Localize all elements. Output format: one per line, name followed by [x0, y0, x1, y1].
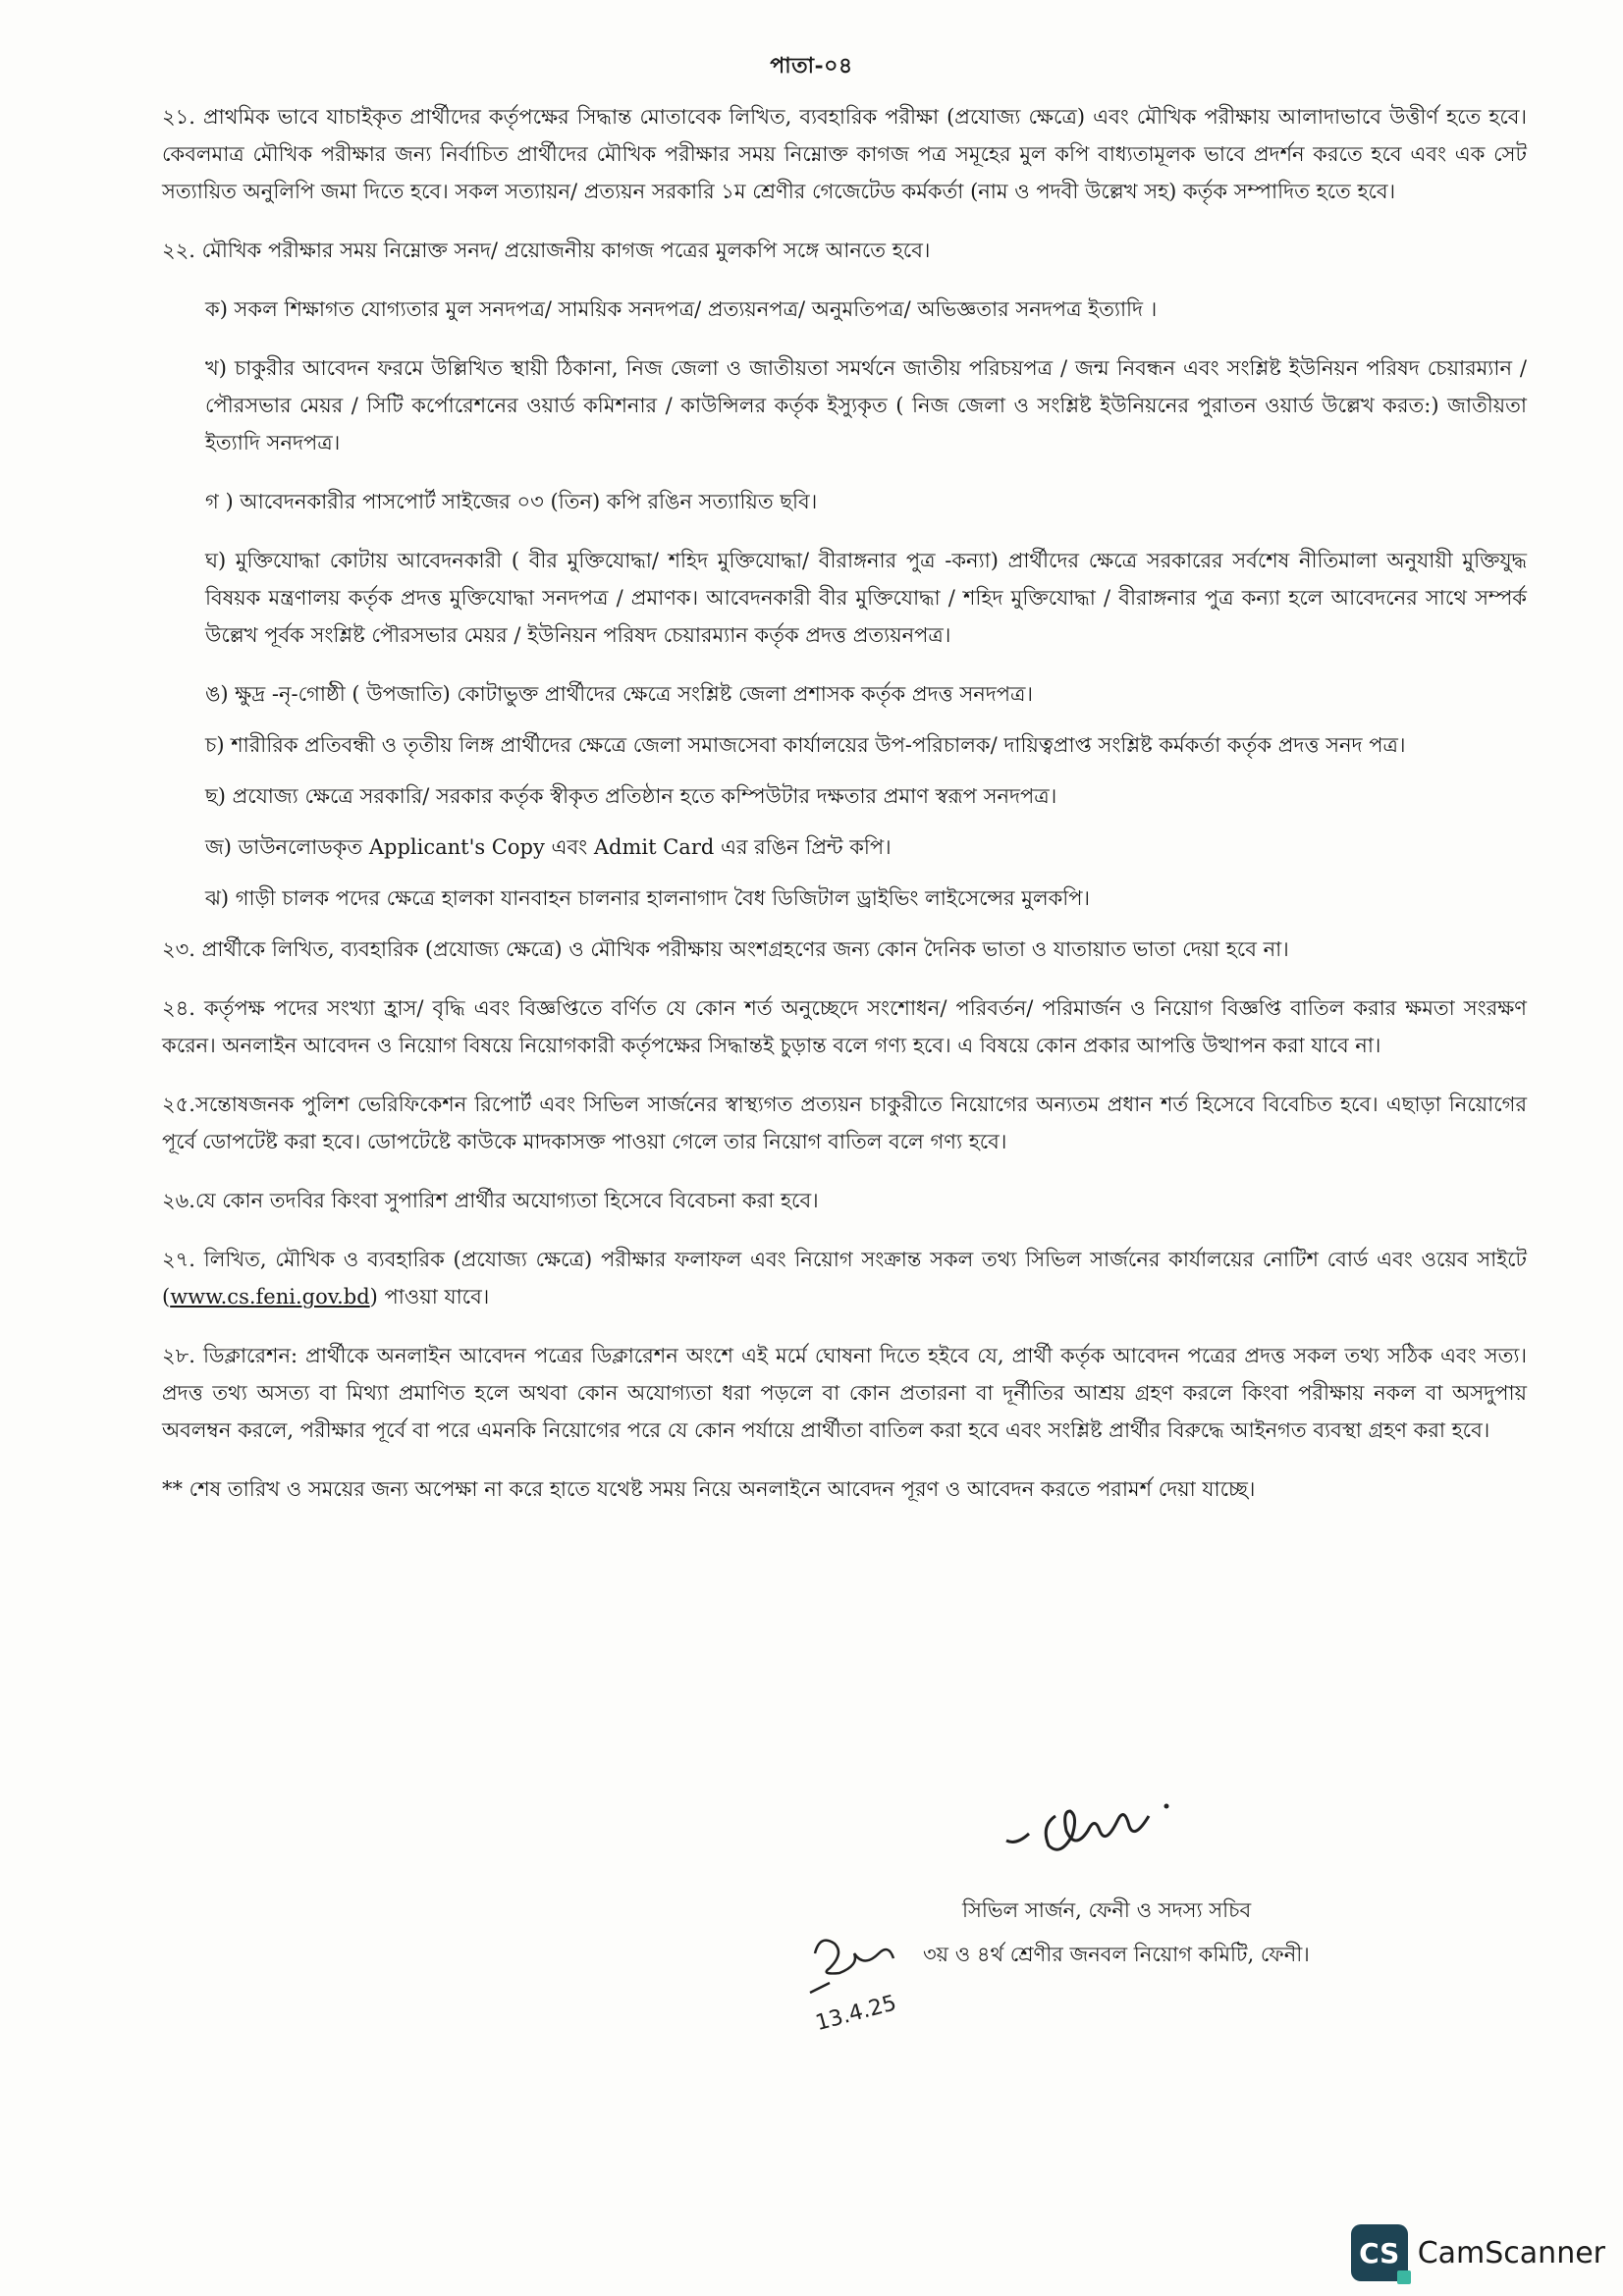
- signer-title: সিভিল সার্জন, ফেনী ও সদস্য সচিব: [962, 1898, 1252, 1922]
- advisory-note: ** শেষ তারিখ ও সময়ের জন্য অপেক্ষা না করে হাতে যথেষ্ট সময় নিয়ে অনলাইনে আবেদন পূরণ ও আবেদন করতে পরামর্শ দেয়া যাচ্ছে।: [162, 1477, 1256, 1501]
- clause-22-item-chha: ছ) প্রযোজ্য ক্ষেত্রে সরকারি/ সরকার কর্তৃক স্বীকৃত প্রতিষ্ঠান হতে কম্পিউটার দক্ষতার প্রমাণ স্বরূপ সনদপত্র।: [205, 784, 1057, 808]
- initial-date: 13.4.25: [813, 1991, 899, 2037]
- clause-22-item-gha: ঘ) মুক্তিযোদ্ধা কোটায় আবেদনকারী ( বীর মুক্তিযোদ্ধা/ শহিদ মুক্তিযোদ্ধা/ বীরাঙ্গনার পুত্র -কন্যা) প্রার্থীদের ক্ষেত্রে সরকারের সর্বশেষ নীতিমালা অনুযায়ী মুক্তিযুদ্ধ বিষয়ক মন্ত্রণালয় কর্তৃক প্রদত্ত মুক্তিযোদ্ধা সনদপত্র / প্রমাণক। আবেদনকারী বীর মুক্তিযোদ্ধা / শহিদ মুক্তিযোদ্ধা / বীরাঙ্গনার পুত্র কন্যা হলে আবেদনের সাথে সম্পর্ক উল্লেখ পূর্বক সংশ্লিষ্ট পৌরসভার মেয়র / ইউনিয়ন পরিষদ চেয়ারম্যান কর্তৃক প্রদত্ত প্রত্যয়নপত্র।: [205, 549, 1527, 647]
- clause-22-item-uma: ঙ) ক্ষুদ্র -নৃ-গোষ্ঠী ( উপজাতি) কোটাভুক্ত প্রার্থীদের ক্ষেত্রে সংশ্লিষ্ট জেলা প্রশাসক কর্তৃক প্রদত্ত সনদপত্র।: [205, 682, 1033, 706]
- clause-22-item-cha: চ) শারীরিক প্রতিবন্ধী ও তৃতীয় লিঙ্গ প্রার্থীদের ক্ষেত্রে জেলা সমাজসেবা কার্যালয়ের উপ-পরিচালক/ দায়িত্বপ্রাপ্ত সংশ্লিষ্ট কর্মকর্তা কর্তৃক প্রদত্ত সনদ পত্র।: [205, 733, 1406, 757]
- clause-24: ২৪. কর্তৃপক্ষ পদের সংখ্যা হ্রাস/ বৃদ্ধি এবং বিজ্ঞপ্তিতে বর্ণিত যে কোন শর্ত অনুচ্ছেদে সংশোধন/ পরিবর্তন/ পরিমার্জন ও নিয়োগ বিজ্ঞপ্তি বাতিল করার ক্ষমতা সংরক্ষণ করেন। অনলাইন আবেদন ও নিয়োগ বিষয়ে নিয়োগকারী কর্তৃপক্ষের সিদ্ধান্তই চুড়ান্ত বলে গণ্য হবে। এ বিষয়ে কোন প্রকার আপত্তি উত্থাপন করা যাবে না।: [162, 996, 1527, 1057]
- committee-name: ৩য় ও ৪র্থ শ্রেণীর জনবল নিয়োগ কমিটি, ফেনী।: [923, 1943, 1310, 1966]
- clause-22-item-ja: জ) ডাউনলোডকৃত Applicant's Copy এবং Admit Card এর রঙিন প্রিন্ট কপি।: [205, 835, 892, 859]
- clause-22: ২২. মৌখিক পরীক্ষার সময় নিম্নোক্ত সনদ/ প্রয়োজনীয় কাগজ পত্রের মুলকপি সঙ্গে আনতে হবে।: [162, 239, 931, 262]
- clause-27-text: ২৭. লিখিত, মৌখিক ও ব্যবহারিক (প্রযোজ্য ক্ষেত্রে) পরীক্ষার ফলাফল এবং নিয়োগ সংক্রান্ত সকল তথ্য সিভিল সার্জনের কার্যালয়ের নোটিশ বোর্ড এবং ওয়েব সাইটে (: [162, 1248, 1527, 1308]
- clause-21: ২১. প্রাথমিক ভাবে যাচাইকৃত প্রার্থীদের কর্তৃপক্ষের সিদ্ধান্ত মোতাবেক লিখিত, ব্যবহারিক পরীক্ষা (প্রযোজ্য ক্ষেত্রে) এবং মৌখিক পরীক্ষায় আলাদাভাবে উত্তীর্ণ হতে হবে। কেবলমাত্র মৌখিক পরীক্ষার জন্য নির্বাচিত প্রার্থীদের মৌখিক পরীক্ষার সময় নিম্নোক্ত কাগজ পত্র সমূহের মুল কপি বাধ্যতামূলক ভাবে প্রদর্শন করতে হবে এবং এক সেট সত্যায়িত অনুলিপি জমা দিতে হবে। সকল সত্যায়ন/ প্রত্যয়ন সরকারি ১ম শ্রেণীর গেজেটেড কর্মকর্তা (নাম ও পদবী উল্লেখ সহ) কর্তৃক সম্পাদিত হতে হবে।: [162, 105, 1527, 203]
- clause-27: [162, 1241, 1527, 1315]
- clause-22-item-kha: খ) চাকুরীর আবেদন ফরমে উল্লিখিত স্থায়ী ঠিকানা, নিজ জেলা ও জাতীয়তা সমর্থনে জাতীয় পরিচয়পত্র / জন্ম নিবন্ধন এবং সংশ্লিষ্ট ইউনিয়ন পরিষদ চেয়ারম্যান / পৌরসভার মেয়র / সিটি কর্পোরেশনের ওয়ার্ড কমিশনার / কাউন্সিলর কর্তৃক ইস্যুকৃত ( নিজ জেলা ও সংশ্লিষ্ট ইউনিয়নের পুরাতন ওয়ার্ড উল্লেখ করত:) জাতীয়তা ইত্যাদি সনদপত্র।: [205, 356, 1527, 454]
- website-link[interactable]: www.cs.feni.gov.bd: [170, 1285, 370, 1308]
- clause-28: ২৮. ডিক্লারেশন: প্রার্থীকে অনলাইন আবেদন পত্রের ডিক্লারেশন অংশে এই মর্মে ঘোষনা দিতে হইবে যে, প্রার্থী কর্তৃক আবেদন পত্রের প্রদত্ত সকল তথ্য সঠিক এবং সত্য। প্রদত্ত তথ্য অসত্য বা মিথ্যা প্রমাণিত হলে অথবা কোন অযোগ্যতা ধরা পড়লে বা কোন প্রতারনা বা দূর্নীতির আশ্রয় গ্রহণ করলে কিংবা পরীক্ষায় নকল বা অসদুপায় অবলম্বন করলে, পরীক্ষার পূর্বে বা পরে এমনকি নিয়োগের পরে যে কোন পর্যায়ে প্রার্থীতা বাতিল করা হবে এবং সংশ্লিষ্ট প্রার্থীর বিরুদ্ধে আইনগত ব্যবস্থা গ্রহণ করা হবে।: [162, 1344, 1527, 1442]
- page-number: পাতা-০৪: [770, 53, 853, 79]
- clause-22-item-ga: গ ) আবেদনকারীর পাসপোর্ট সাইজের ০৩ (তিন) কপি রঙিন সত্যায়িত ছবি।: [205, 490, 818, 513]
- clause-26: ২৬.যে কোন তদবির কিংবা সুপারিশ প্রার্থীর অযোগ্যতা হিসেবে বিবেচনা করা হবে।: [162, 1189, 819, 1212]
- clause-25: ২৫.সন্তোষজনক পুলিশ ভেরিফিকেশন রিপোর্ট এবং সিভিল সার্জনের স্বাস্থ্যগত প্রত্যয়ন চাকুরীতে নিয়োগের অন্যতম প্রধান শর্ত হিসেবে বিবেচিত হবে। এছাড়া নিয়োগের পূর্বে ডোপটেষ্ট করা হবে। ডোপটেষ্টে কাউকে মাদকাসক্ত পাওয়া গেলে তার নিয়োগ বাতিল বলে গণ্য হবে।: [162, 1093, 1527, 1153]
- clause-23: ২৩. প্রার্থীকে লিখিত, ব্যবহারিক (প্রযোজ্য ক্ষেত্রে) ও মৌখিক পরীক্ষায় অংশগ্রহণের জন্য কোন দৈনিক ভাতা ও যাতায়াত ভাতা দেয়া হবে না।: [162, 937, 1289, 961]
- document-body: [162, 98, 1527, 1508]
- camscanner-watermark: [1351, 2221, 1605, 2284]
- clause-27-text-end: ) পাওয়া যাবে।: [369, 1285, 490, 1308]
- camscanner-logo-icon: CS: [1351, 2224, 1408, 2281]
- signature-mark: [1001, 1787, 1198, 1865]
- signature-block: [903, 1787, 1414, 2042]
- camscanner-brand: CamScanner: [1417, 2235, 1605, 2270]
- initial-signature: [800, 1914, 928, 2042]
- clause-22-item-jha: ঝ) গাড়ী চালক পদের ক্ষেত্রে হালকা যানবাহন চালনার হালনাগাদ বৈধ ডিজিটাল ড্রাইভিং লাইসেন্সের মুলকপি।: [205, 886, 1091, 910]
- clause-22-item-ka: ক) সকল শিক্ষাগত যোগ্যতার মুল সনদপত্র/ সাময়িক সনদপত্র/ প্রত্যয়নপত্র/ অনুমতিপত্র/ অভিজ্ঞতার সনদপত্র ইত্যাদি ।: [205, 297, 1158, 321]
